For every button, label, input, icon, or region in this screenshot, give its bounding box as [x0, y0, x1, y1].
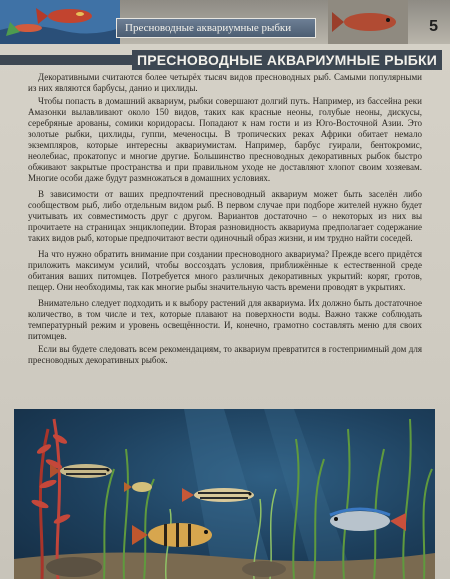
header-fish-photo-right — [328, 0, 408, 44]
article-paragraph: В зависимости от ваших предпочтений пресноводный аквариум может быть заселён либо сообществом рыб, либо отдельным видом рыб. В первом случае при подборе жителей нужно будет учитывать их совместимость друг с другом. Вариантов достаточно – о некоторых из них вы прочитаете на страницах энциклопедии. Вторая разновидность аквариума предполагает содержание таких видов рыб, которые предпочитают вести одиночный образ жизни, и им трудно найти соседей. — [28, 189, 422, 243]
article-paragraph: Если вы будете следовать всем рекомендациям, то аквариум превратится в гостеприимный дом для пресноводных декоративных рыбок. — [28, 344, 422, 365]
section-title: Пресноводные аквариумные рыбки — [116, 18, 316, 38]
page-number: 5 — [429, 18, 438, 35]
article-body — [28, 72, 422, 368]
heading-rule — [0, 55, 140, 65]
fish-photo-icon — [328, 0, 408, 44]
header-fish-photo-left — [0, 0, 120, 44]
article-paragraph: На что нужно обратить внимание при создании пресноводного аквариума? Прежде всего придётся приложить максимум усилий, чтобы воссоздать условия, приближённые к естественной среде обитания ваших питомцев. Потребуется много различных декоративных укрытий: коряг, гротов, пещер. Они необходимы, так как многие рыбы значительную часть времени проводят в укрытиях. — [28, 249, 422, 292]
article-paragraph: Декоративными считаются более четырёх тысяч видов пресноводных рыб. Самыми популярными из них являются барбусы, данио и цихлиды. — [28, 72, 422, 93]
aquarium-illustration-icon — [14, 409, 435, 579]
aquarium-illustration — [14, 409, 435, 579]
article-paragraph: Чтобы попасть в домашний аквариум, рыбки совершают долгий путь. Например, из бассейна реки Амазонки вылавливают около 150 видов, таких как красные неоны, голубые неоны, дискусы, серебряные арованы, сомики коридорасы. Попадают к нам гости и из Юго-Восточной Азии. Это золотые рыбки, цихлиды, гуппи, меченосцы. В тропических реках Африки обитает немало экземпляров, которые интересны аквариумистам. Например, барбус гуирали, бентокромис, неолебиас, прокатопус и многие другие. Большинство пресноводных декоративных рыбок быстро обживают закрытые пространства и при правильном уходе не доставляют хлопот своим хозяевам. Многие особи даже будут размножаться в домашних условиях. — [28, 96, 422, 183]
article-paragraph: Внимательно следует подходить и к выбору растений для аквариума. Их должно быть достаточное количество, в том числе и тех, которые плавают на поверхности воды. Важно также соблюдать температурный режим и уровень освещённости. И, конечно, грамотно составлять меню для своих питомцев. — [28, 298, 422, 341]
fish-photo-icon — [0, 0, 120, 44]
article-heading: ПРЕСНОВОДНЫЕ АКВАРИУМНЫЕ РЫБКИ — [132, 50, 442, 70]
